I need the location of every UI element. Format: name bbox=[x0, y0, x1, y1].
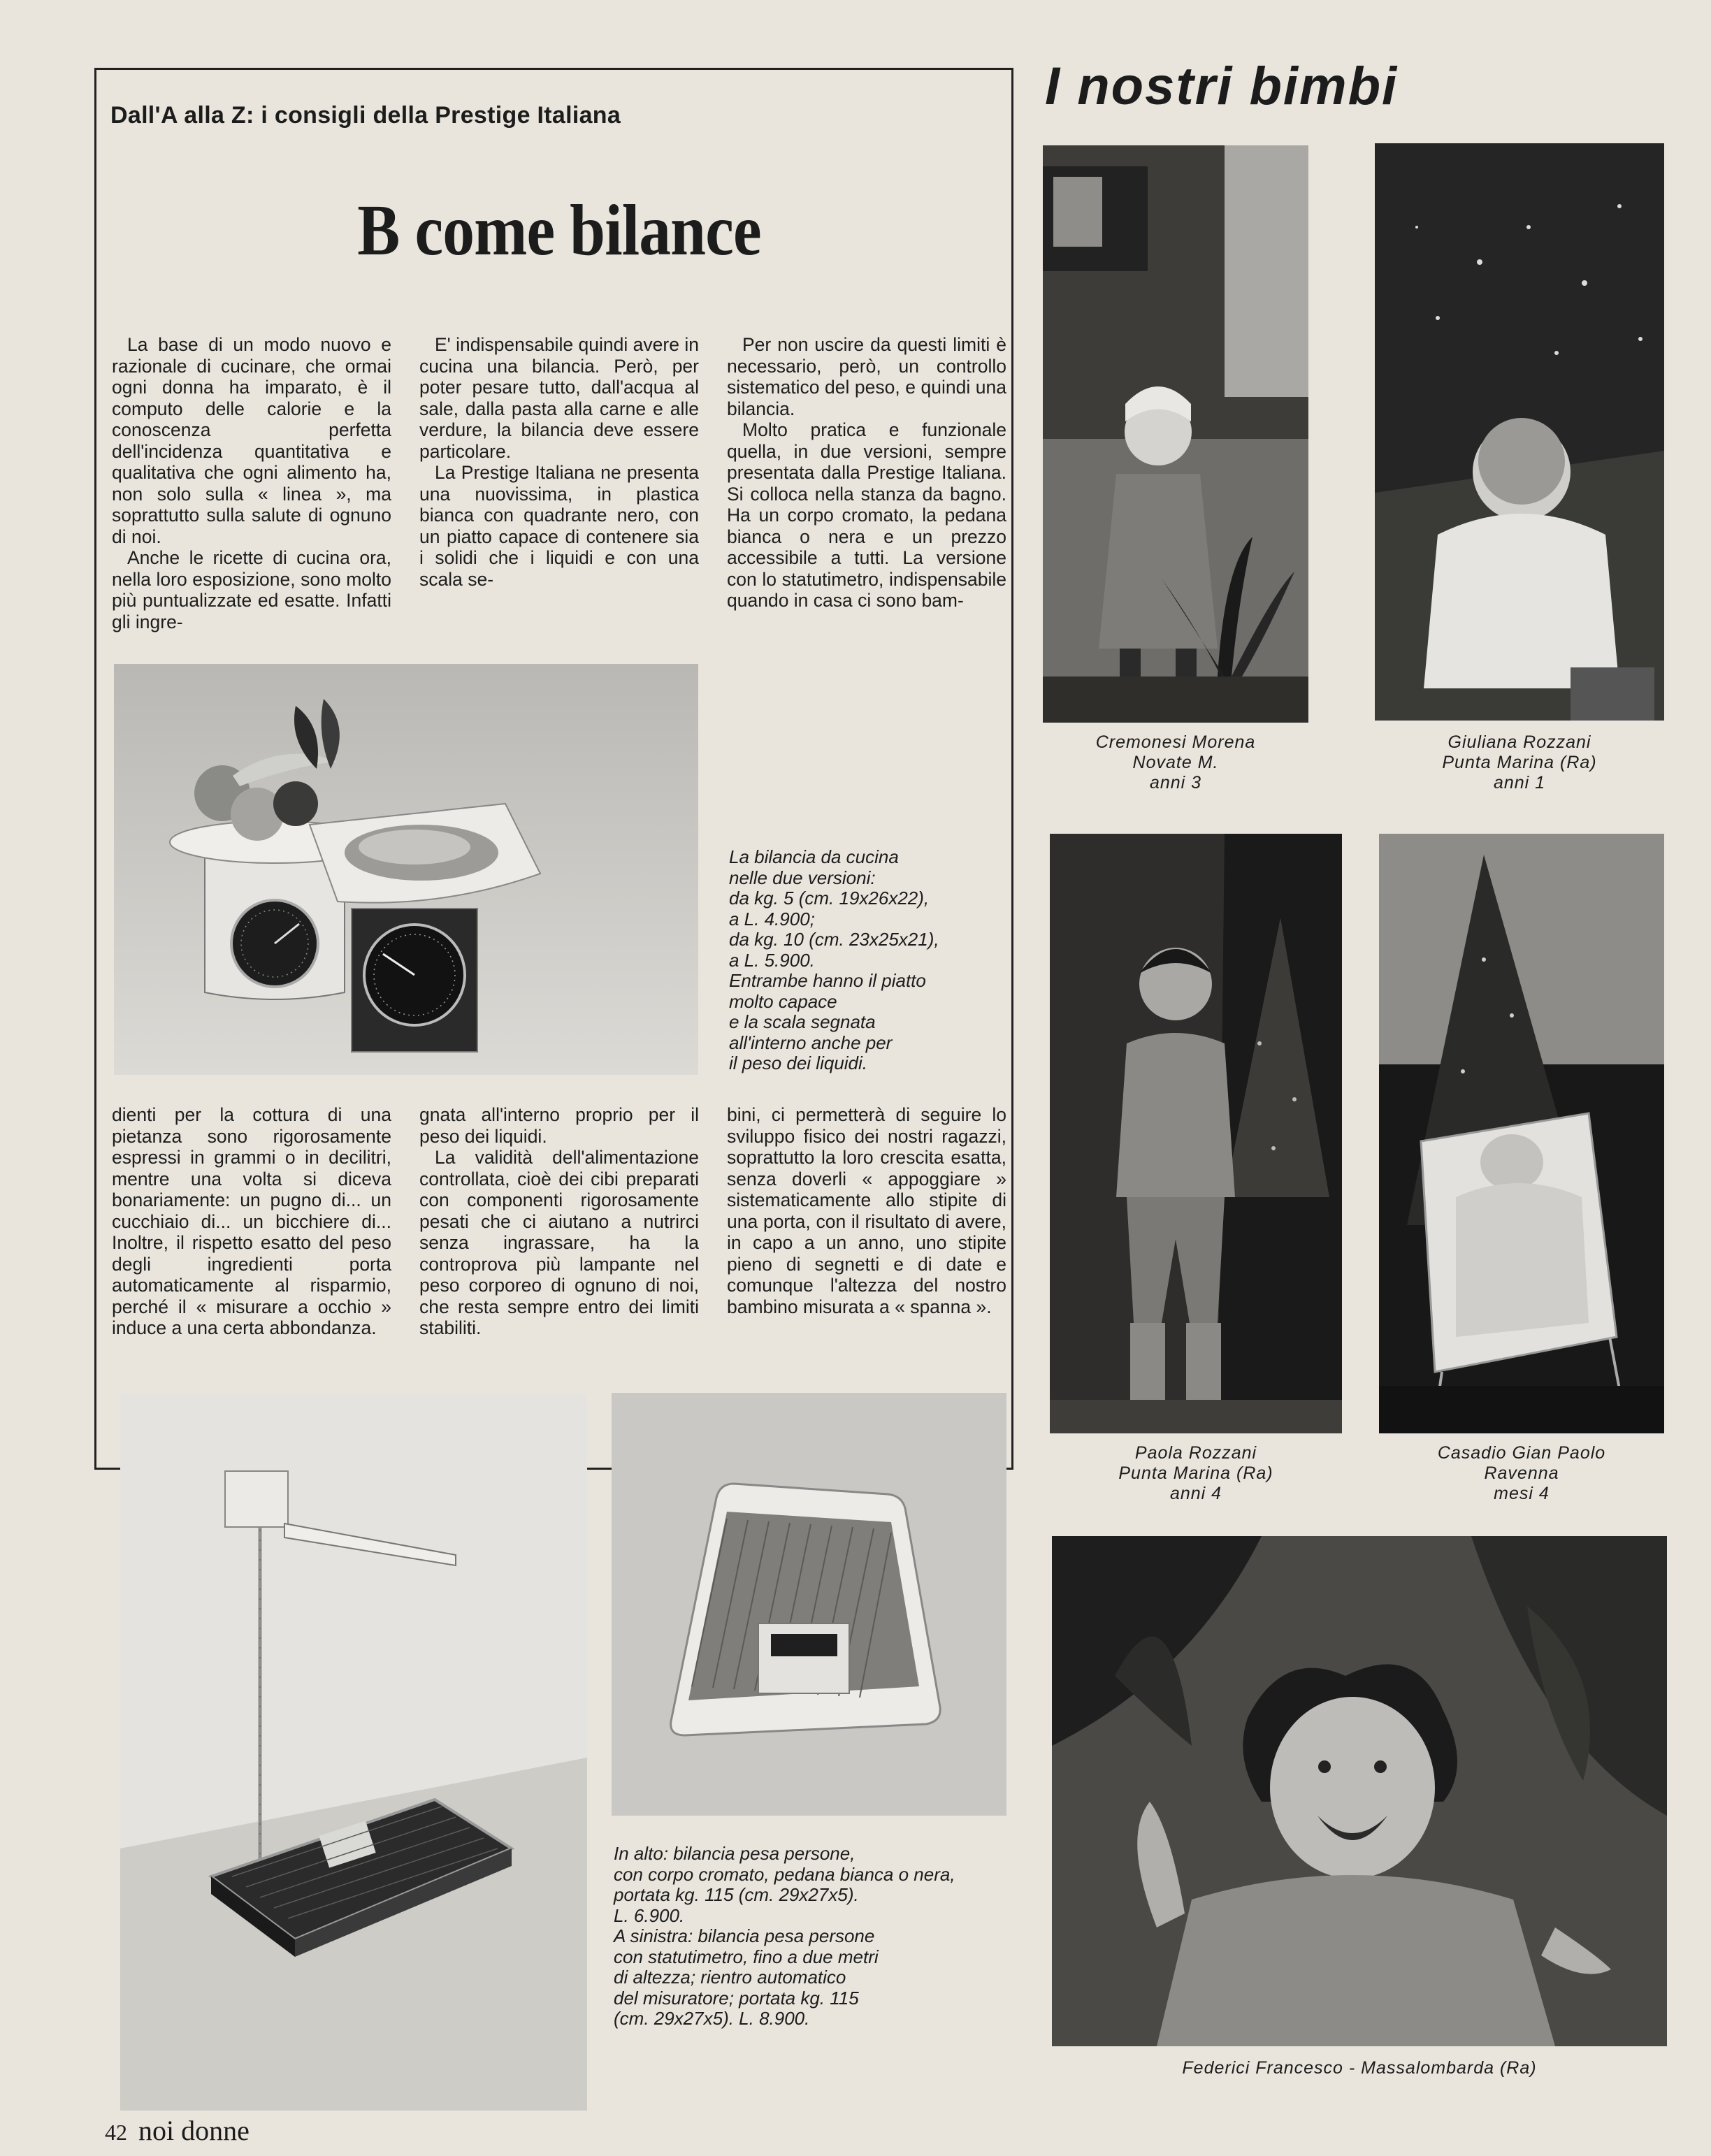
page-number: 42 bbox=[105, 2120, 127, 2145]
caption-line: Giuliana Rozzani bbox=[1448, 732, 1591, 752]
text-column-3-bottom bbox=[727, 1104, 1006, 1317]
caption-line: con statutimetro, fino a due metri bbox=[614, 1946, 879, 1967]
text-column-3-top bbox=[727, 334, 1006, 612]
caption-line: anni 1 bbox=[1493, 773, 1546, 793]
paragraph: bini, ci permetterà di seguire lo sviluppo fisico dei nostri ragazzi, soprattutto la loro crescita esatta, senza doverli « appoggiare » sistematicamente allo stipite di una porta, con il risultato di avere, in capo a un anno, uno stipite pieno di segnetti e di date e comunque l'altezza del nostro bambino misurata a « spanna ». bbox=[727, 1104, 1006, 1317]
caption-line: da kg. 10 (cm. 23x25x21), bbox=[729, 929, 939, 950]
kid-photo-3 bbox=[1050, 834, 1342, 1433]
bathroom-scales-caption bbox=[614, 1844, 1019, 2030]
caption-line: Novate M. bbox=[1132, 753, 1219, 772]
kid-caption-3 bbox=[1050, 1443, 1342, 1504]
paragraph: La base di un modo nuovo e razionale di cucinare, che ormai ogni donna ha imparato, è il computo delle calorie e la conoscenza perfetta dell'incidenza quantitativa e qualitativa che ogni alimento ha, non solo sulla « linea », ma soprattutto sulla salute di ognuno di noi. bbox=[112, 334, 391, 547]
caption-line: di altezza; rientro automatico bbox=[614, 1967, 846, 1988]
paragraph: gnata all'interno proprio per il peso dei liquidi. bbox=[419, 1104, 699, 1147]
text-column-2-top bbox=[419, 334, 699, 590]
caption-line: Punta Marina (Ra) bbox=[1442, 753, 1597, 772]
kid-caption-5 bbox=[1052, 2058, 1667, 2078]
caption-line: (cm. 29x27x5). L. 8.900. bbox=[614, 2008, 810, 2029]
caption-line: il peso dei liquidi. bbox=[729, 1052, 868, 1073]
caption-line: del misuratore; portata kg. 115 bbox=[614, 1987, 859, 2009]
paragraph: La Prestige Italiana ne presenta una nuovissima, in plastica bianca con quadrante nero, con un piatto capace di contenere sia i solidi che i liquidi e con una scala se- bbox=[419, 462, 699, 590]
kid-caption-1 bbox=[1043, 732, 1308, 793]
caption-line: A sinistra: bilancia pesa persone bbox=[614, 1925, 875, 1946]
height-scale-photo bbox=[120, 1394, 587, 2111]
caption-line: e la scala segnata bbox=[729, 1011, 876, 1032]
kitchen-scales-photo bbox=[114, 664, 698, 1075]
text-column-1-bottom bbox=[112, 1104, 391, 1339]
magazine-name: noi donne bbox=[138, 2115, 250, 2146]
caption-line: Entrambe hanno il piatto bbox=[729, 970, 926, 991]
article-title: B come bilance bbox=[357, 190, 761, 270]
paragraph: La validità dell'alimentazione controllata, cioè dei cibi preparati con componenti rigorosamente pesati che ci aiutano a nutrirci senza ingrassare, ha la controprova più lampante nel peso corporeo di ognuno di noi, che resta sempre entro dei limiti stabiliti. bbox=[419, 1147, 699, 1338]
paragraph: Per non uscire da questi limiti è necessario, però, un controllo sistematico del peso, e quindi una bilancia. bbox=[727, 334, 1006, 419]
caption-line: nelle due versioni: bbox=[729, 867, 876, 888]
caption-line: all'interno anche per bbox=[729, 1032, 893, 1053]
caption-line: In alto: bilancia pesa persone, bbox=[614, 1843, 856, 1864]
caption-line: anni 4 bbox=[1169, 1484, 1222, 1503]
kid-caption-4 bbox=[1379, 1443, 1664, 1504]
caption-line: Casadio Gian Paolo bbox=[1437, 1443, 1606, 1463]
caption-line: Ravenna bbox=[1484, 1463, 1559, 1483]
caption-line: molto capace bbox=[729, 990, 837, 1012]
caption-line: da kg. 5 (cm. 19x26x22), bbox=[729, 888, 930, 909]
text-column-1-top bbox=[112, 334, 391, 632]
kid-photo-1 bbox=[1043, 145, 1308, 723]
caption-line: con corpo cromato, pedana bianca o nera, bbox=[614, 1863, 955, 1885]
caption-line: a L. 4.900; bbox=[729, 908, 815, 929]
page-footer bbox=[105, 2114, 384, 2147]
caption-line: La bilancia da cucina bbox=[729, 846, 899, 867]
caption-line: portata kg. 115 (cm. 29x27x5). bbox=[614, 1884, 859, 1905]
kid-caption-2 bbox=[1375, 732, 1664, 793]
kid-photo-5 bbox=[1052, 1536, 1667, 2046]
kids-section-title: I nostri bimbi bbox=[1045, 57, 1399, 116]
caption-line: Federici Francesco - Massalombarda (Ra) bbox=[1182, 2058, 1537, 2078]
caption-line: Cremonesi Morena bbox=[1095, 732, 1256, 752]
text-column-2-bottom bbox=[419, 1104, 699, 1339]
caption-line: anni 3 bbox=[1149, 773, 1202, 793]
caption-line: a L. 5.900. bbox=[729, 949, 815, 971]
paragraph: Anche le ricette di cucina ora, nella loro esposizione, sono molto più puntualizzate ed esatte. Infatti gli ingre- bbox=[112, 547, 391, 632]
kid-photo-2 bbox=[1375, 143, 1664, 721]
paragraph: Molto pratica e funzionale quella, in due versioni, sempre presentata dalla Prestige Italiana. Si colloca nella stanza da bagno. Ha un corpo cromato, la pedana bianca o nera e un prezzo accessibile a tutti. La versione con lo statutimetro, indispensabile quando in casa ci sono bam- bbox=[727, 419, 1006, 611]
paragraph: dienti per la cottura di una pietanza sono rigorosamente espressi in grammi o in decilitri, mentre una volta si diceva bonariamente: un pugno di... un cucchiaio di... un bicchiere di... Inoltre, il rispetto esatto del peso degli ingredienti porta automaticamente al risparmio, perché il « misurare a occhio » induce a una certa abbondanza. bbox=[112, 1104, 391, 1338]
article-kicker: Dall'A alla Z: i consigli della Prestige Italiana bbox=[110, 102, 621, 129]
paragraph: E' indispensabile quindi avere in cucina una bilancia. Però, per poter pesare tutto, dall'acqua al sale, dalla pasta alla carne e alle verdure, la bilancia deve essere particolare. bbox=[419, 334, 699, 462]
caption-line: mesi 4 bbox=[1494, 1484, 1550, 1503]
bathroom-scale-photo bbox=[612, 1393, 1006, 1816]
caption-line: L. 6.900. bbox=[614, 1904, 685, 1926]
caption-line: Punta Marina (Ra) bbox=[1118, 1463, 1273, 1483]
kitchen-scales-caption bbox=[729, 847, 995, 1074]
kid-photo-4 bbox=[1379, 834, 1664, 1433]
caption-line: Paola Rozzani bbox=[1134, 1443, 1257, 1463]
